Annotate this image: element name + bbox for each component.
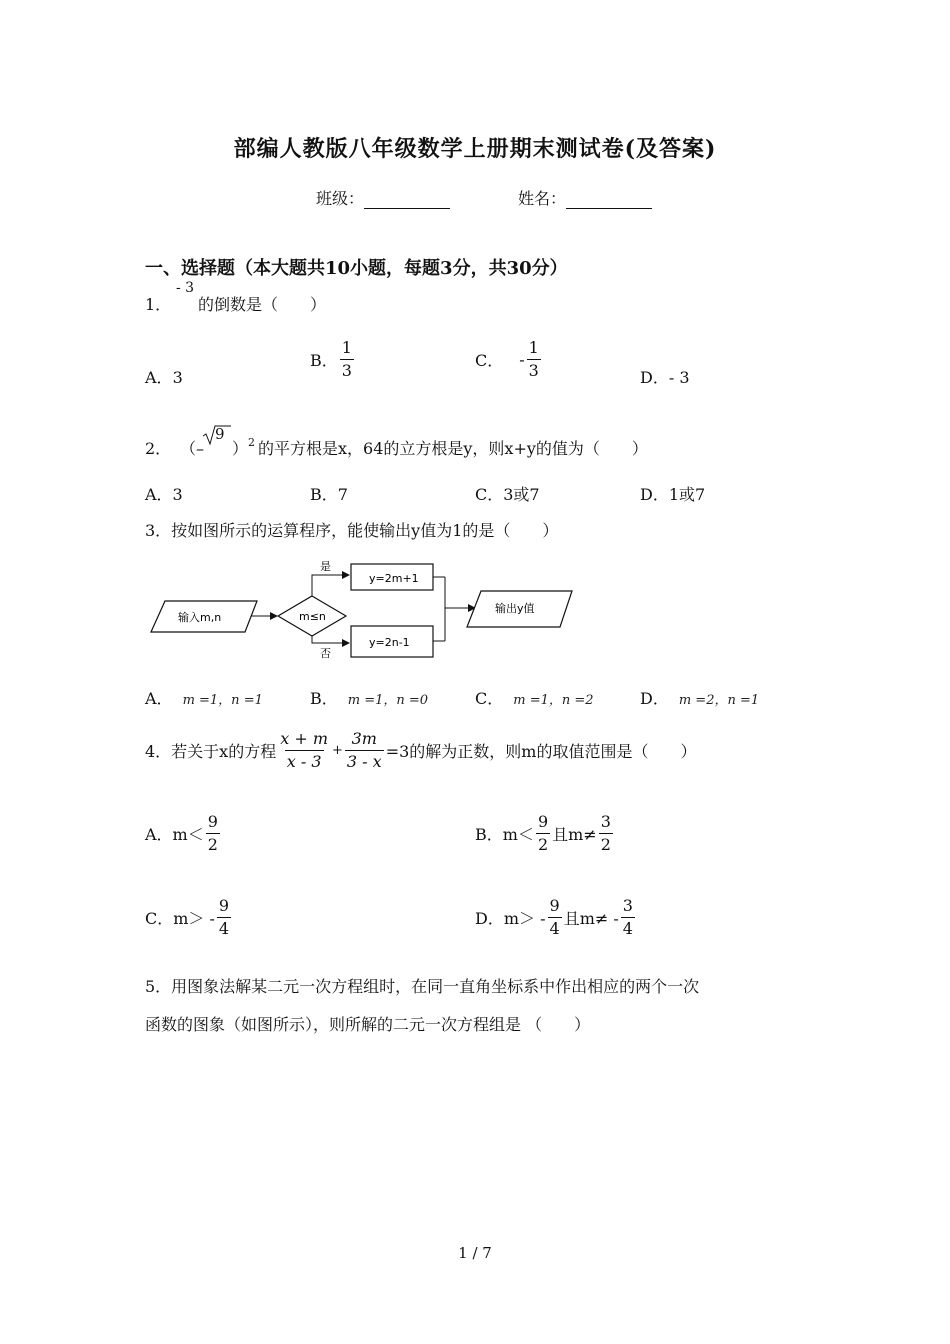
q5-line-1: 5．用图象法解某二元一次方程组时，在同一直角坐标系中作出相应的两个一次 <box>145 977 700 996</box>
flow-yes-box-text: y=2m+1 <box>369 572 419 585</box>
q4-option-d: D．m＞ - $\frac{9}{4}$ 且m≠ - $\frac{3}{4}$ <box>475 895 633 938</box>
q3-option-b: B． m =1，n =0 <box>310 689 429 708</box>
q4-fraction-2: $\frac{3m}{3 - x}$ <box>346 728 382 771</box>
q4-option-c: C．m＞ - $\frac{9}{4}$ <box>145 895 230 938</box>
page-number: 1 / 7 <box>458 1244 492 1262</box>
q1-option-b: B． $\frac{1}{3}$ <box>310 338 352 380</box>
q1-number: 1． <box>145 295 172 314</box>
q2-option-d: D．1或7 <box>640 485 706 504</box>
flow-output-text: 输出y值 <box>495 602 535 615</box>
class-blank <box>364 192 450 209</box>
section-heading: 一、选择题（本大题共10小题，每题3分，共30分） <box>145 258 568 279</box>
flow-yes-label: 是 <box>320 560 331 573</box>
q3-text: 3．按如图所示的运算程序，能使输出y值为1的是（ ） <box>145 521 559 540</box>
q4-option-a: A．m＜ $\frac{9}{2}$ <box>145 811 218 854</box>
q2-option-b: B．7 <box>310 485 348 504</box>
flow-condition-text: m≤n <box>299 610 326 623</box>
q2-text: 的平方根是x，64的立方根是y，则x+y的值为（ ） <box>258 439 648 458</box>
q3-option-a: A． m =1，n =1 <box>145 689 263 708</box>
flow-no-box-text: y=2n-1 <box>369 636 410 649</box>
flow-input-text: 输入m,n <box>178 611 222 624</box>
q2-number: 2． <box>145 439 172 458</box>
q1-c-fraction: $\frac{1}{3}$ <box>528 338 539 380</box>
q5-line-2: 函数的图象（如图所示），则所解的二元一次方程组是 （ ） <box>145 1015 591 1034</box>
name-label: 姓名： <box>518 189 567 208</box>
q1-option-a: A．3 <box>145 368 183 387</box>
q1-text: 的倒数是（ ） <box>198 295 327 314</box>
q2-option-c: C．3或7 <box>475 485 540 504</box>
q4-fraction-1: $\frac{x + m}{x - 3}$ <box>280 728 328 771</box>
q2-power: 2 <box>248 436 255 449</box>
page-title: 部编人教版八年级数学上册期末测试卷(及答案) <box>233 136 717 162</box>
class-field <box>316 186 450 209</box>
q1-option-d: D．- 3 <box>640 368 690 387</box>
flow-no-label: 否 <box>320 647 331 660</box>
q3-option-d: D． m =2，n =1 <box>640 689 760 708</box>
flowchart-diagram <box>145 555 585 665</box>
name-blank <box>566 192 652 209</box>
q2-radicand: 9 <box>215 425 225 443</box>
q1-value: - 3 <box>176 280 195 296</box>
class-label: 班级： <box>316 189 365 208</box>
q1-option-c: C． - $\frac{1}{3}$ <box>475 338 539 380</box>
q3-option-c: C． m =1，n =2 <box>475 689 594 708</box>
q1-b-fraction: $\frac{1}{3}$ <box>341 338 352 380</box>
q2-option-a: A．3 <box>145 485 183 504</box>
name-field <box>518 186 652 209</box>
q4-option-b: B．m＜ $\frac{9}{2}$ 且m≠ $\frac{3}{2}$ <box>475 811 611 854</box>
q2-open: （– <box>180 439 205 458</box>
q4-question: 4．若关于x的方程 $\frac{x + m}{x - 3}$ + $\frac{3m}{3 - x}$ =3的解为正数，则m的取值范围是（ ） <box>145 728 697 771</box>
q2-close: ） <box>232 439 249 458</box>
